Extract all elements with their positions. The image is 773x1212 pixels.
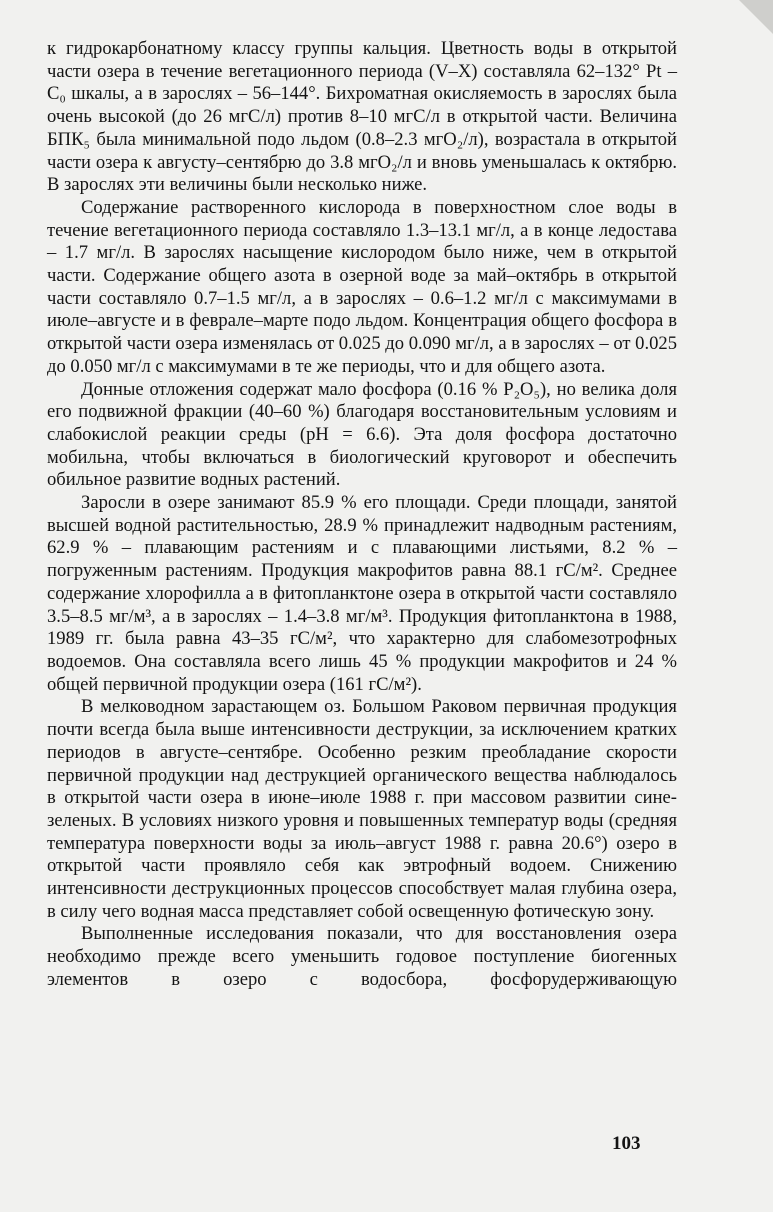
paragraph-water-chemistry: к гидрокарбонатному классу группы кальция. Цветность воды в открытой части озера в течение вегетационного периода (V–X) составляла 62–132° Pt – C₀ шкалы, а в зарослях – 56–144°. Бихроматная окисляемость в зарослях была очень высокой (до 26 мгС/л) против 8–10 мгС/л в открытой части. Величина БПК₅ была минимальной подо льдом (0.8–2.3 мгО₂/л), возрастала в открытой части озера к августу–сентябрю до 3.8 мгО₂/л и вновь уменьшалась к октябрю. В зарослях эти величины были несколько ниже. xyxy=(47,38,677,196)
page-number: 103 xyxy=(612,1133,641,1154)
paragraph-macrophytes-phytoplankton: Заросли в озере занимают 85.9 % его площади. Среди площади, занятой высшей водной растительностью, 28.9 % принадлежит надводным растениям, 62.9 % – плавающим растениям и с плавающими листьями, 8.2 % – погруженным растениям. Продукция макрофитов равна 88.1 гС/м². Среднее содержание хлорофилла a в фитопланктоне озера в открытой части составляло 3.5–8.5 мг/м³, а в зарослях – 1.4–3.8 мг/м³. Продукция фитопланктона в 1988, 1989 гг. была равна 43–35 гС/м², что характерно для слабомезотрофных водоемов. Она составляла всего лишь 45 % продукции макрофитов и 24 % общей первичной продукции озера (161 гС/м²). xyxy=(47,492,677,695)
paragraph-production-destruction: В мелководном зарастающем оз. Большом Раковом первичная продукция почти всегда была выше интенсивности деструкции, за исключением кратких периодов в августе–сентябре. Особенно резким преобладание скорости первичной продукции над деструкцией органического вещества наблюдалось в открытой части озера в июне–июле 1988 г. при массовом развитии сине-зеленых. В условиях низкого уровня и повышенных температур воды (средняя температура поверхности воды за июль–август 1988 г. равна 20.6°) озеро в открытой части проявляло себя как эвтрофный водоем. Снижению интенсивности деструкционных процессов способствует малая глубина озера, в силу чего водная масса представляет собой освещенную фотическую зону. xyxy=(47,696,677,922)
paragraph-bottom-sediments: Донные отложения содержат мало фосфора (0.16 % P₂O₅), но велика доля его подвижной фракции (40–60 %) благодаря восстановительным условиям и слабокислой реакции среды (pH = 6.6). Эта доля фосфора достаточно мобильна, чтобы включаться в биологический круговорот и обеспечить обильное развитие водных растений. xyxy=(47,378,677,491)
paragraph-oxygen-nitrogen-phosphorus: Содержание растворенного кислорода в поверхностном слое воды в течение вегетационного периода составляло 1.3–13.1 мг/л, а в конце ледостава – 1.7 мг/л. В зарослях насыщение кислородом было ниже, чем в открытой части. Содержание общего азота в озерной воде за май–октябрь в открытой части составляло 0.7–1.5 мг/л, а в зарослях – 0.6–1.2 мг/л с максимумами в июле–августе и в феврале–марте подо льдом. Концентрация общего фосфора в открытой части озера изменялась от 0.025 до 0.090 мг/л, а в зарослях – от 0.025 до 0.050 мг/л с максимумами в те же периоды, что и для общего азота. xyxy=(47,196,677,377)
paragraph-conclusions: Выполненные исследования показали, что для восстановления озера необходимо прежде всего уменьшить годовое поступление биогенных элементов в озеро с водосбора, фосфорудерживающую xyxy=(47,923,677,990)
page-corner-shadow xyxy=(739,0,773,34)
body-text xyxy=(47,38,677,992)
